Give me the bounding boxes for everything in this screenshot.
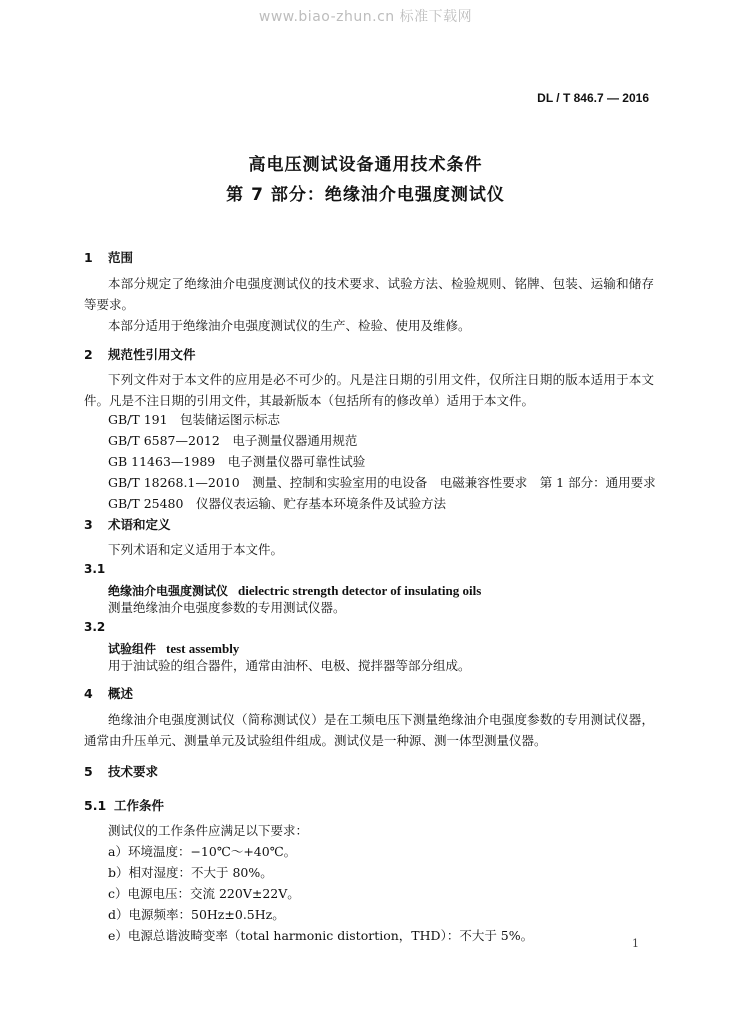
section-1-heading: [84, 248, 133, 266]
reference-item: GB 11463—1989 电子测量仪器可靠性试验: [108, 454, 366, 469]
reference-item: GB/T 18268.1—2010 测量、控制和实验室用的电设备 电磁兼容性要求 第 1 部分：通用要求: [108, 475, 656, 490]
section-title: 概述: [108, 686, 134, 701]
section-2-heading: [84, 345, 196, 363]
section-4-heading: [84, 684, 133, 702]
section-title: 技术要求: [108, 764, 159, 779]
term-3-2-number: 3.2: [84, 620, 106, 634]
subsection-5-1-heading: [84, 796, 164, 814]
requirement-item: e）电源总谐波畸变率（total harmonic distortion，THD）：不大于 5%。: [108, 928, 534, 943]
section-number: 5: [84, 764, 93, 779]
section-3-paragraph: 下列术语和定义适用于本文件。: [108, 542, 284, 557]
term-english: dielectric strength detector of insulating oils: [238, 583, 482, 598]
title-line-1: 高电压测试设备通用技术条件: [248, 155, 483, 175]
requirement-item: c）电源电压：交流 220V±22V。: [108, 886, 300, 901]
section-title: 术语和定义: [108, 517, 171, 532]
reference-item: GB/T 25480 仪器仪表运输、贮存基本环境条件及试验方法: [108, 496, 446, 511]
section-number: 1: [84, 250, 93, 265]
document-number: DL / T 846.7 — 2016: [537, 91, 649, 105]
requirement-item: b）相对湿度：不大于 80%。: [108, 865, 273, 880]
section-number: 4: [84, 686, 93, 701]
section-number: 2: [84, 347, 93, 362]
reference-item: GB/T 191 包装储运图示标志: [108, 412, 281, 427]
title-line-2: 第 7 部分：绝缘油介电强度测试仪: [226, 185, 505, 205]
term-chinese: 绝缘油介电强度测试仪: [108, 584, 229, 598]
term-3-1-name: [108, 580, 481, 599]
section-title: 规范性引用文件: [108, 347, 196, 362]
watermark: www.biao-zhun.cn 标准下载网: [258, 9, 473, 25]
page-number: 1: [632, 937, 639, 950]
term-3-2-name: [108, 638, 239, 657]
section-5-heading: [84, 762, 158, 780]
section-4-paragraph: 绝缘油介电强度测试仪（简称测试仪）是在工频电压下测量绝缘油介电强度参数的专用测试仪器，通常由升压单元、测量单元及试验组件组成。测试仪是一种源、测一体型测量仪器。: [84, 712, 654, 748]
requirement-item: d）电源频率：50Hz±0.5Hz。: [108, 907, 285, 922]
section-1-paragraph-2: 本部分适用于绝缘油介电强度测试仪的生产、检验、使用及维修。: [108, 318, 471, 333]
subsection-5-1-paragraph: 测试仪的工作条件应满足以下要求：: [108, 823, 309, 838]
section-number: 3: [84, 517, 93, 532]
section-1-paragraph-1: 本部分规定了绝缘油介电强度测试仪的技术要求、试验方法、检验规则、铭牌、包装、运输和储存等要求。: [84, 276, 654, 312]
subsection-title: 工作条件: [114, 798, 165, 813]
section-title: 范围: [108, 250, 134, 265]
reference-item: GB/T 6587—2012 电子测量仪器通用规范: [108, 433, 358, 448]
term-3-1-number: 3.1: [84, 562, 106, 576]
term-chinese: 试验组件: [108, 642, 157, 656]
section-2-paragraph: 下列文件对于本文件的应用是必不可少的。凡是注日期的引用文件，仅所注日期的版本适用于本文件。凡是不注日期的引用文件，其最新版本（包括所有的修改单）适用于本文件。: [84, 372, 654, 408]
section-3-heading: [84, 515, 171, 533]
requirement-item: a）环境温度：−10℃～+40℃。: [108, 844, 297, 859]
term-3-1-definition: 测量绝缘油介电强度参数的专用测试仪器。: [108, 600, 346, 615]
term-english: test assembly: [166, 641, 240, 656]
subsection-number: 5.1: [84, 798, 107, 813]
term-3-2-definition: 用于油试验的组合器件，通常由油杯、电极、搅拌器等部分组成。: [108, 658, 471, 673]
